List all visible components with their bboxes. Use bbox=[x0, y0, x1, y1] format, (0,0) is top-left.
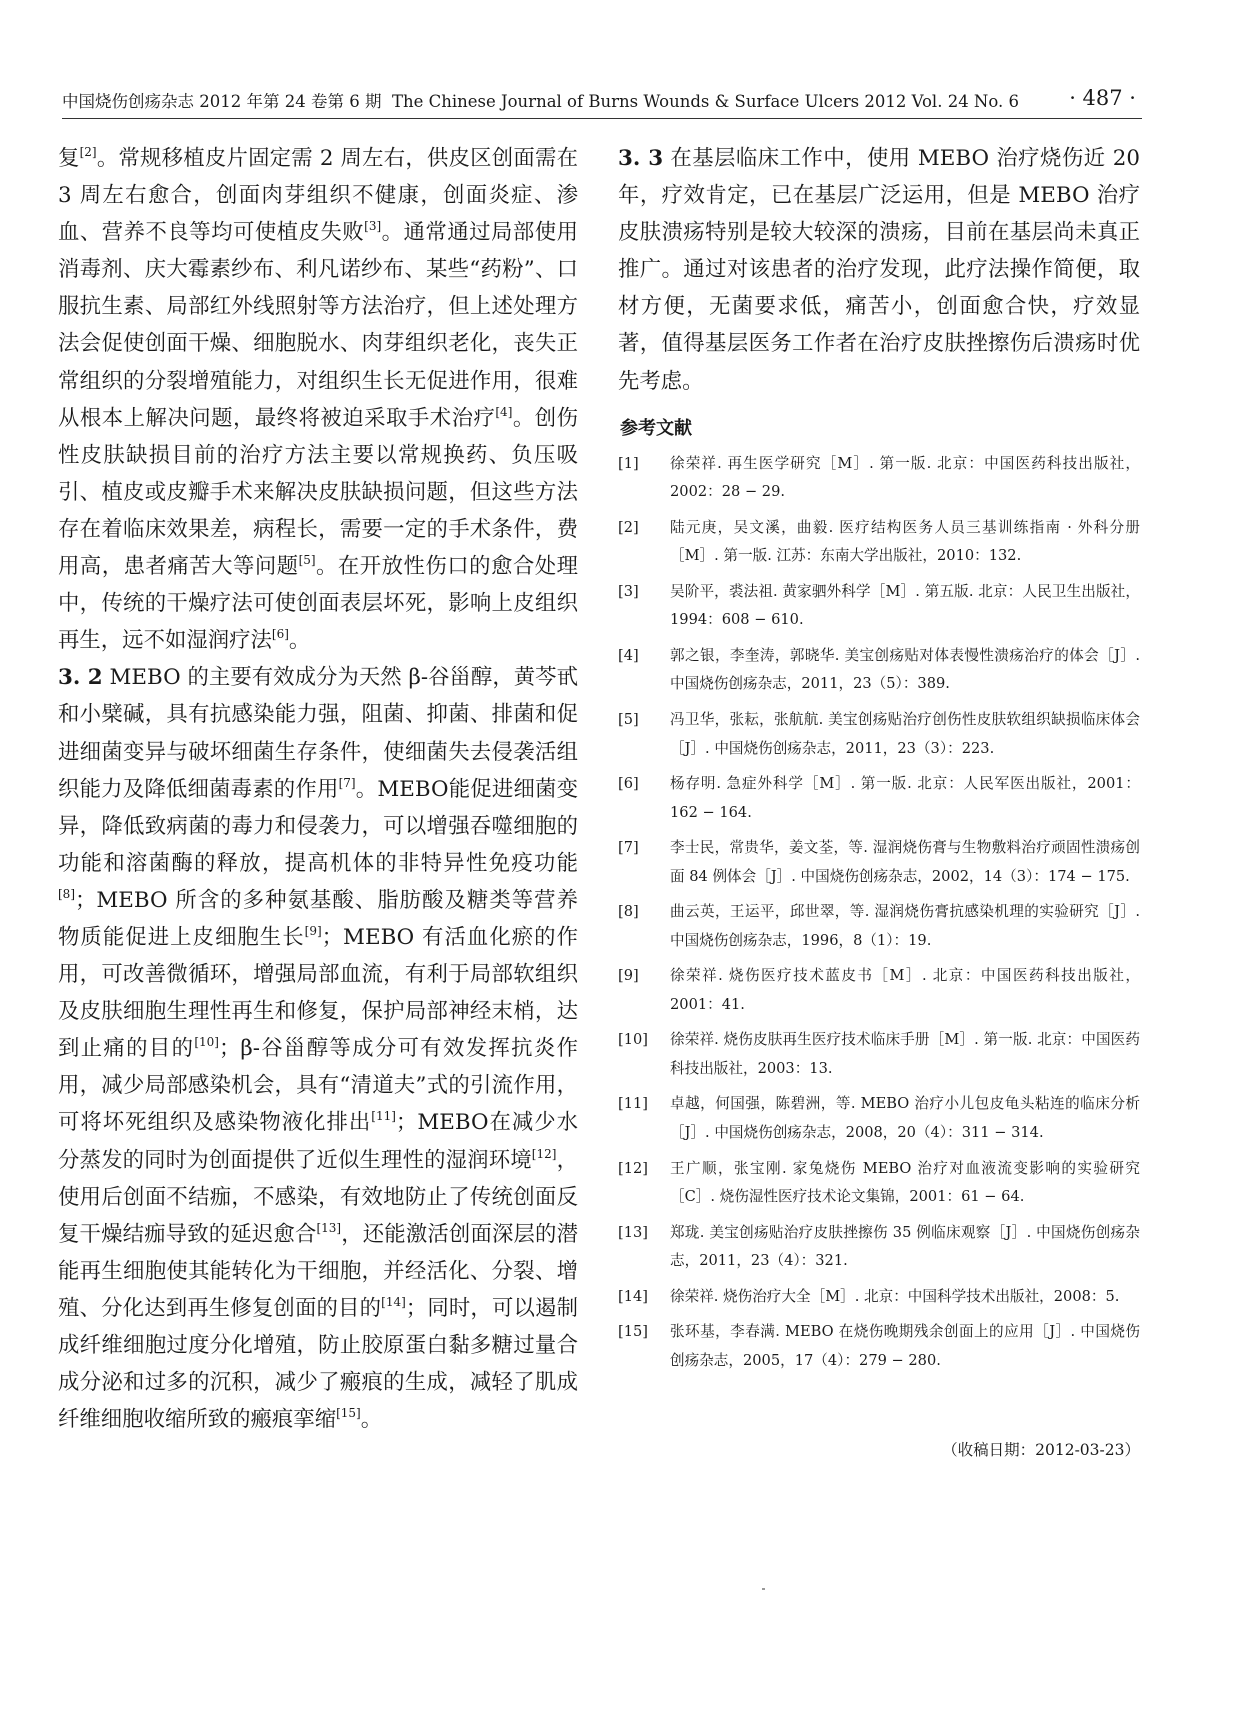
reference-item bbox=[618, 1026, 1140, 1083]
right-column bbox=[618, 140, 1140, 1459]
text-run: 在基层临床工作中，使用 MEBO 治疗烧伤近 20 年，疗效肯定，已在基层广泛运用，但是 MEBO 治疗皮肤溃疡特别是较大较深的溃疡，目前在基层尚未真正推广。通过对该患者的治疗发现，此疗法操作简便，取材方便，无菌要求低，痛苦小，创面愈合快，疗效显著，值得基层医务工作者在治疗皮肤挫擦伤后溃疡时优先考虑。 bbox=[618, 146, 1140, 394]
reference-item bbox=[618, 450, 1140, 507]
reference-number: [6] bbox=[618, 775, 639, 793]
reference-number: [9] bbox=[618, 967, 639, 985]
reference-item bbox=[618, 706, 1140, 763]
text-run: ，使用后创面不结痂，不感染，有效地防止了传统创面反复干燥结痂导致的延迟愈合 bbox=[58, 1147, 578, 1247]
citation: [4] bbox=[495, 404, 513, 419]
references-heading: 参考文献 bbox=[620, 417, 692, 439]
reference-number: [4] bbox=[618, 646, 639, 664]
reference-text: 徐荣祥. 烧伤皮肤再生医疗技术临床手册［M］. 第一版. 北京：中国医药科技出版社，2003：13. bbox=[670, 1031, 1140, 1077]
citation: [9] bbox=[304, 923, 322, 938]
reference-text: 郭之银，李奎涛，郭晓华. 美宝创疡贴对体表慢性溃疡治疗的体会［J］. 中国烧伤创疡杂志，2011，23（5）：389. bbox=[670, 646, 1140, 693]
left-column bbox=[58, 140, 578, 1438]
reference-text: 陆元庚，吴文溪，曲毅. 医疗结构医务人员三基训练指南 · 外科分册［M］. 第一版. 江苏：东南大学出版社，2010：132. bbox=[670, 518, 1140, 565]
section-number: 3. 3 bbox=[618, 146, 664, 171]
reference-item bbox=[618, 514, 1140, 571]
reference-number: [2] bbox=[618, 518, 639, 536]
citation: [15] bbox=[336, 1406, 361, 1421]
reference-item bbox=[618, 898, 1140, 955]
journal-citation bbox=[62, 88, 1019, 112]
reference-item bbox=[618, 1155, 1140, 1212]
citation: [13] bbox=[316, 1220, 342, 1235]
reference-item bbox=[618, 1283, 1140, 1312]
text-run: ；同时，可以遏制成纤维细胞过度分化增殖，防止胶原蛋白黏多糖过量合成分泌和过多的沉积，减少了瘢痕的生成，减轻了肌成纤维细胞收缩所致的瘢痕挛缩 bbox=[58, 1295, 578, 1433]
reference-number: [8] bbox=[618, 903, 639, 921]
journal-title-cn: 中国烧伤创疡杂志 2012 年第 24 卷第 6 期 bbox=[62, 92, 382, 111]
citation: [14] bbox=[381, 1294, 406, 1309]
text-run: ，还能激活创面深层的潜能再生细胞使其能转化为干细胞，并经活化、分裂、增殖、分化达到再生修复创面的目的 bbox=[58, 1221, 578, 1321]
text-run: 。 bbox=[288, 628, 311, 654]
reference-number: [15] bbox=[618, 1323, 648, 1341]
citation: [11] bbox=[371, 1109, 396, 1124]
journal-title-en: The Chinese Journal of Burns Wounds & Surface Ulcers 2012 Vol. 24 No. 6 bbox=[391, 92, 1020, 111]
reference-text: 郑珑. 美宝创疡贴治疗皮肤挫擦伤 35 例临床观察［J］. 中国烧伤创疡杂志，2011，23（4）：321. bbox=[670, 1223, 1140, 1270]
reference-text: 吴阶平，裘法祖. 黄家驷外科学［M］. 第五版. 北京：人民卫生出版社，1994：608 − 610. bbox=[670, 582, 1140, 629]
reference-text: 杨存明. 急症外科学［M］. 第一版. 北京：人民军医出版社，2001：162 − 164. bbox=[670, 775, 1140, 821]
citation: [7] bbox=[338, 775, 356, 790]
reference-text: 王广顺，张宝刚. 家兔烧伤 MEBO 治疗对血液流变影响的实验研究［C］. 烧伤湿性医疗技术论文集锦，2001：61 − 64. bbox=[670, 1159, 1140, 1206]
reference-number: [12] bbox=[618, 1159, 648, 1177]
text-run: 。在开放性伤口的愈合处理中，传统的干燥疗法可使创面表层坏死，影响上皮组织再生，远不如湿润疗法 bbox=[58, 554, 578, 654]
scan-speck bbox=[762, 1588, 765, 1590]
reference-text: 张环基，李春满. MEBO 在烧伤晚期残余创面上的应用［J］. 中国烧伤创疡杂志，2005，17（4）：279 − 280. bbox=[670, 1323, 1140, 1369]
text-run: ；MEBO 所含的多种氨基酸、脂肪酸及糖类等营养物质能促进上皮细胞生长 bbox=[58, 887, 578, 950]
text-run: ；β-谷甾醇等成分可有效发挥抗炎作用，减少局部感染机会，具有“清道夫”式的引流作用，可将坏死组织及感染物液化排出 bbox=[58, 1036, 578, 1136]
reference-text: 冯卫华，张耘，张航航. 美宝创疡贴治疗创伤性皮肤软组织缺损临床体会［J］. 中国烧伤创疡杂志，2011，23（3）：223. bbox=[670, 710, 1140, 757]
citation: [3] bbox=[364, 219, 382, 234]
reference-item bbox=[618, 1090, 1140, 1147]
reference-number: [10] bbox=[618, 1031, 648, 1049]
reference-item bbox=[618, 770, 1140, 827]
running-header bbox=[62, 88, 1142, 122]
section-3-2-paragraph bbox=[58, 659, 578, 1438]
reference-text: 徐荣祥. 烧伤治疗大全［M］. 北京：中国科学技术出版社，2008：5. bbox=[670, 1287, 1120, 1305]
reference-number: [1] bbox=[618, 454, 639, 472]
reference-item bbox=[618, 642, 1140, 699]
text-run: 复 bbox=[58, 146, 80, 171]
text-run: MEBO 的主要有效成分为天然 β-谷甾醇，黄芩甙和小檗碱，具有抗感染能力强，阻菌、抑菌、排菌和促进细菌变异与破坏细菌生存条件，使细菌失去侵袭活组织能力及降低细菌毒素的作用 bbox=[58, 665, 578, 802]
reference-item bbox=[618, 962, 1140, 1019]
reference-number: [3] bbox=[618, 582, 639, 600]
reference-item bbox=[618, 834, 1140, 891]
reference-number: [7] bbox=[618, 839, 639, 857]
text-run: ；MEBO在减少水分蒸发的同时为创面提供了近似生理性的湿润环境 bbox=[58, 1110, 578, 1173]
reference-number: [13] bbox=[618, 1223, 648, 1241]
reference-text: 李士民，常贵华，姜文荃，等. 湿润烧伤膏与生物敷料治疗顽固性溃疡创面 84 例体会［J］. 中国烧伤创疡杂志，2002，14（3）：174 − 175. bbox=[670, 839, 1140, 885]
reference-text: 卓越，何国强，陈碧洲，等. MEBO 治疗小儿包皮龟头粘连的临床分析［J］. 中国烧伤创疡杂志，2008，20（4）：311 − 314. bbox=[670, 1095, 1140, 1142]
text-run: 。 bbox=[360, 1407, 383, 1433]
citation: [6] bbox=[271, 627, 289, 642]
reference-list bbox=[618, 450, 1140, 1376]
reference-number: [5] bbox=[618, 710, 639, 728]
text-run: 。常规移植皮片固定需 2 周左右，供皮区创面需在 3 周左右愈合，创面肉芽组织不健康，创面炎症、渗血、营养不良等均可使植皮失败 bbox=[58, 146, 578, 246]
citation: [8] bbox=[58, 886, 75, 901]
citation: [10] bbox=[194, 1035, 219, 1050]
received-date: （收稿日期：2012-03-23） bbox=[942, 1441, 1140, 1459]
reference-text: 徐荣祥. 再生医学研究［M］. 第一版. 北京：中国医药科技出版社，2002：28 − 29. bbox=[670, 454, 1140, 501]
text-run: 。通常通过局部使用消毒剂、庆大霉素纱布、利凡诺纱布、某些“药粉”、口服抗生素、局部红外线照射等方法治疗，但上述处理方法会促使创面干燥、细胞脱水、肉芽组织老化，丧失正常组织的分裂增殖能力，对组织生长无促进作用，很难从根本上解决问题，最终将被迫采取手术治疗 bbox=[58, 220, 578, 431]
reference-number: [14] bbox=[618, 1287, 648, 1305]
text-run: 。创伤性皮肤缺损目前的治疗方法主要以常规换药、负压吸引、植皮或皮瓣手术来解决皮肤缺损问题，但这些方法存在着临床效果差，病程长，需要一定的手术条件，费用高，患者痛苦大等问题 bbox=[58, 405, 578, 580]
reference-item bbox=[618, 1318, 1140, 1375]
header-rule bbox=[62, 118, 1142, 119]
text-run: 。MEBO能促进细菌变异，降低致病菌的毒力和侵袭力，可以增强吞噬细胞的功能和溶菌酶的释放，提高机体的非特异性免疫功能 bbox=[58, 776, 578, 876]
paragraph-continued bbox=[58, 140, 578, 659]
page-number: · 487 · bbox=[1069, 86, 1136, 110]
reference-text: 徐荣祥. 烧伤医疗技术蓝皮书［M］. 北京：中国医药科技出版社，2001：41. bbox=[670, 967, 1140, 1013]
text-run: ；MEBO 有活血化瘀的作用，可改善微循环，增强局部血流，有利于局部软组织及皮肤细胞生理性再生和修复，保护局部神经末梢，达到止痛的目的 bbox=[58, 924, 578, 1062]
section-number: 3. 2 bbox=[58, 665, 103, 691]
reference-item bbox=[618, 578, 1140, 635]
citation: [5] bbox=[298, 553, 316, 568]
reference-number: [11] bbox=[618, 1095, 648, 1113]
citation: [2] bbox=[79, 145, 97, 159]
reference-text: 曲云英，王运平，邱世翠，等. 湿润烧伤膏抗感染机理的实验研究［J］. 中国烧伤创疡杂志，1996，8（1）：19. bbox=[670, 903, 1140, 949]
citation: [12] bbox=[531, 1146, 557, 1161]
section-3-3-paragraph bbox=[618, 140, 1140, 400]
reference-item bbox=[618, 1219, 1140, 1276]
